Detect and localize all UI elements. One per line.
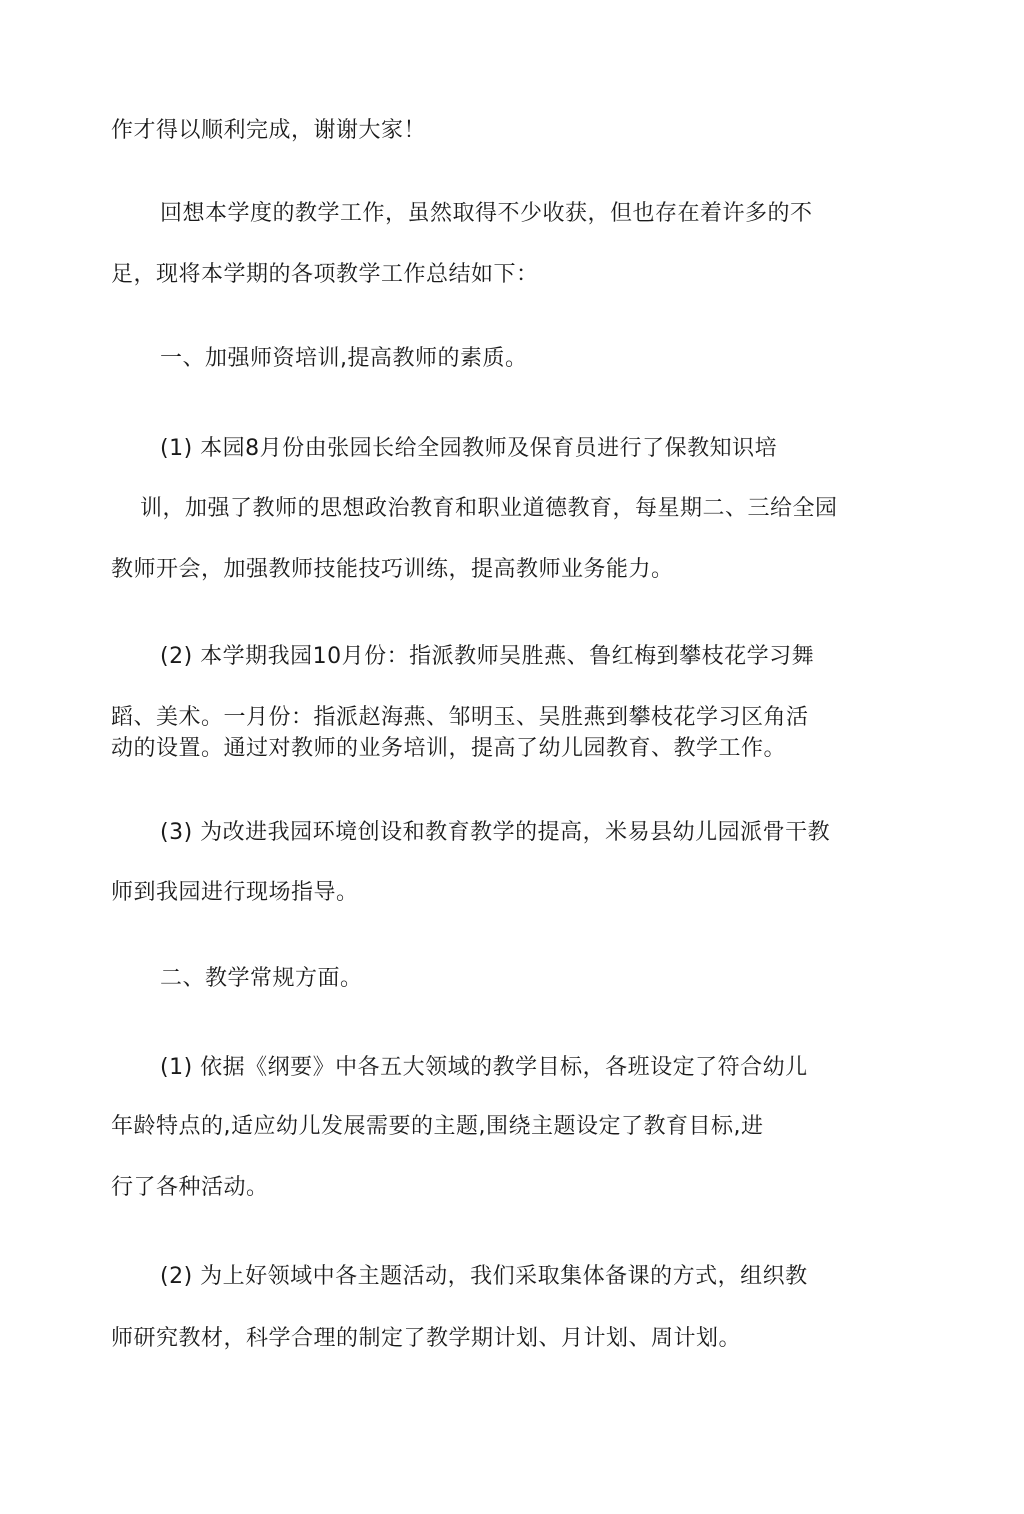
text-line: 作才得以顺利完成，谢谢大家！ [111,118,427,143]
paragraph-first-line: 回想本学度的教学工作，虽然取得不少收获，但也存在着许多的不 [160,201,813,226]
section-heading: 二、教学常规方面。 [160,966,363,991]
paragraph-first-line: (2) 本学期我园10月份：指派教师吴胜燕、鲁红梅到攀枝花学习舞 [160,644,815,669]
paragraph-first-line: (3) 为改进我园环境创设和教育教学的提高，米易县幼儿园派骨干教 [160,820,831,845]
paragraph-first-line: (1) 依据《纲要》中各五大领域的教学目标，各班设定了符合幼儿 [160,1055,808,1080]
text-line: 行了各种活动。 [111,1175,269,1200]
text-line: 年龄特点的,适应幼儿发展需要的主题,围绕主题设定了教育目标,进 [111,1114,764,1139]
text-line: 足，现将本学期的各项教学工作总结如下： [111,262,539,287]
text-line: 师研究教材，科学合理的制定了教学期计划、月计划、周计划。 [111,1326,742,1351]
text-line: 动的设置。通过对教师的业务培训，提高了幼儿园教育、教学工作。 [111,736,787,761]
section-heading: 一、加强师资培训,提高教师的素质。 [160,346,528,371]
text-line: 师到我园进行现场指导。 [111,880,359,905]
paragraph-first-line: (2) 为上好领域中各主题活动，我们采取集体备课的方式，组织教 [160,1264,808,1289]
paragraph-first-line: (1) 本园8月份由张园长给全园教师及保育员进行了保教知识培 [160,436,778,461]
text-line: 训，加强了教师的思想政治教育和职业道德教育，每星期二、三给全园 [140,496,838,521]
text-line: 教师开会，加强教师技能技巧训练，提高教师业务能力。 [111,557,674,582]
text-line: 蹈、美术。一月份：指派赵海燕、邹明玉、吴胜燕到攀枝花学习区角活 [111,705,809,730]
